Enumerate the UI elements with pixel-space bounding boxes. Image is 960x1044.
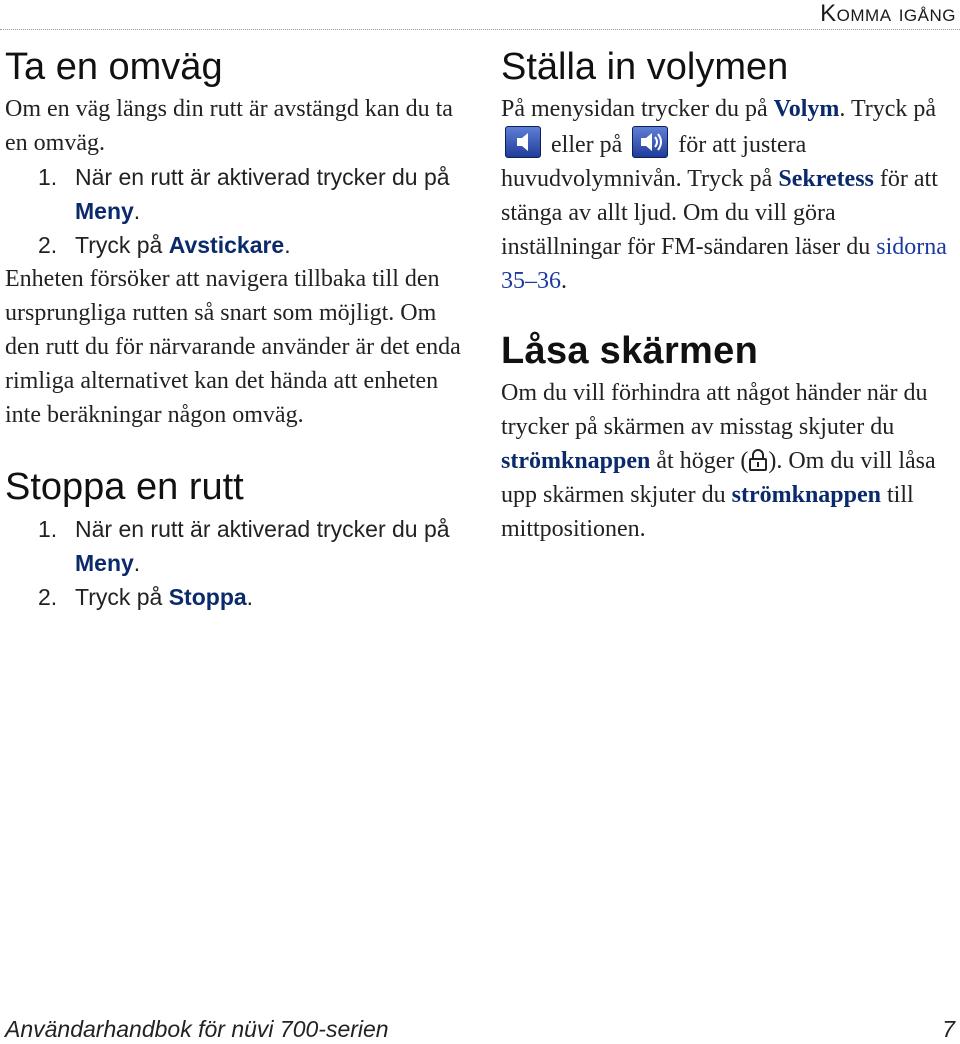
heading-stalla-in-volymen: Ställa in volymen [501,46,789,88]
lasa-body: Om du vill förhindra att något händer när du trycker på skärmen av misstag skjuter du strömknappen åt höger ( ). Om du vill låsa upp skärmen skjuter du strömknappen till mittpositionen. [501,380,936,542]
heading-stoppa-en-rutt: Stoppa en rutt [5,466,244,508]
volume-down-icon [505,126,541,158]
keyword-meny: Meny [75,198,134,224]
stoppa-step-1: 1. När en rutt är aktiverad trycker du på Meny. [5,512,470,580]
stoppa-steps [5,512,470,614]
omvag-step-1: 1. När en rutt är aktiverad trycker du på Meny. [5,160,470,228]
step-number: 1. [38,164,58,190]
header-rule [0,29,960,30]
heading-lasa-skarmen: Låsa skärmen [501,330,759,372]
volume-up-icon [632,126,668,158]
keyword-avstickare: Avstickare [168,232,285,258]
keyword-stoppa: Stoppa [168,584,247,610]
keyword-stromknappen: strömknappen [731,482,881,508]
step-text: När en rutt är aktiverad trycker du på [75,516,450,542]
stoppa-step-2: 2. Tryck på Stoppa. [5,580,470,614]
keyword-volym: Volym [773,96,840,122]
omvag-steps [5,160,470,262]
keyword-sekretess: Sekretess [778,166,874,192]
lock-icon [748,447,768,469]
footer-title: Användarhandbok för nüvi 700-serien [5,1016,389,1042]
section-label: Komma igång [820,0,956,27]
step-text: Tryck på [75,232,169,258]
step-number: 1. [38,516,58,542]
left-column [5,44,470,614]
omvag-intro: Om en väg längs din rutt är avstängd kan du ta en omväg. [5,96,453,156]
omvag-step-2: 2. Tryck på Avstickare. [5,228,470,262]
keyword-meny: Meny [75,550,134,576]
omvag-body: Enheten försöker att navigera tillbaka till den ursprungliga rutten så snart som möjligt. Om den rutt du för närvarande använder är det enda rimliga alternativet kan det hända att enheten inte beräkningar någon omväg. [5,266,461,428]
page-number: 7 [942,1016,955,1042]
step-number: 2. [38,584,58,610]
right-column [501,44,956,546]
step-text: Tryck på [75,584,169,610]
keyword-stromknappen: strömknappen [501,448,651,474]
step-number: 2. [38,232,58,258]
heading-ta-en-omvag: Ta en omväg [5,46,223,88]
page-reference-link[interactable]: sidorna 35–36 [501,234,947,294]
volym-body: På menysidan trycker du på Volym. Tryck på eller på för att justera huvudvolymnivån. Tryck på Sekretess för att stänga av allt ljud. Om du vill göra inställningar för FM-sändaren läser du sidorna 35–36. [501,96,947,294]
step-text: När en rutt är aktiverad trycker du på [75,164,450,190]
